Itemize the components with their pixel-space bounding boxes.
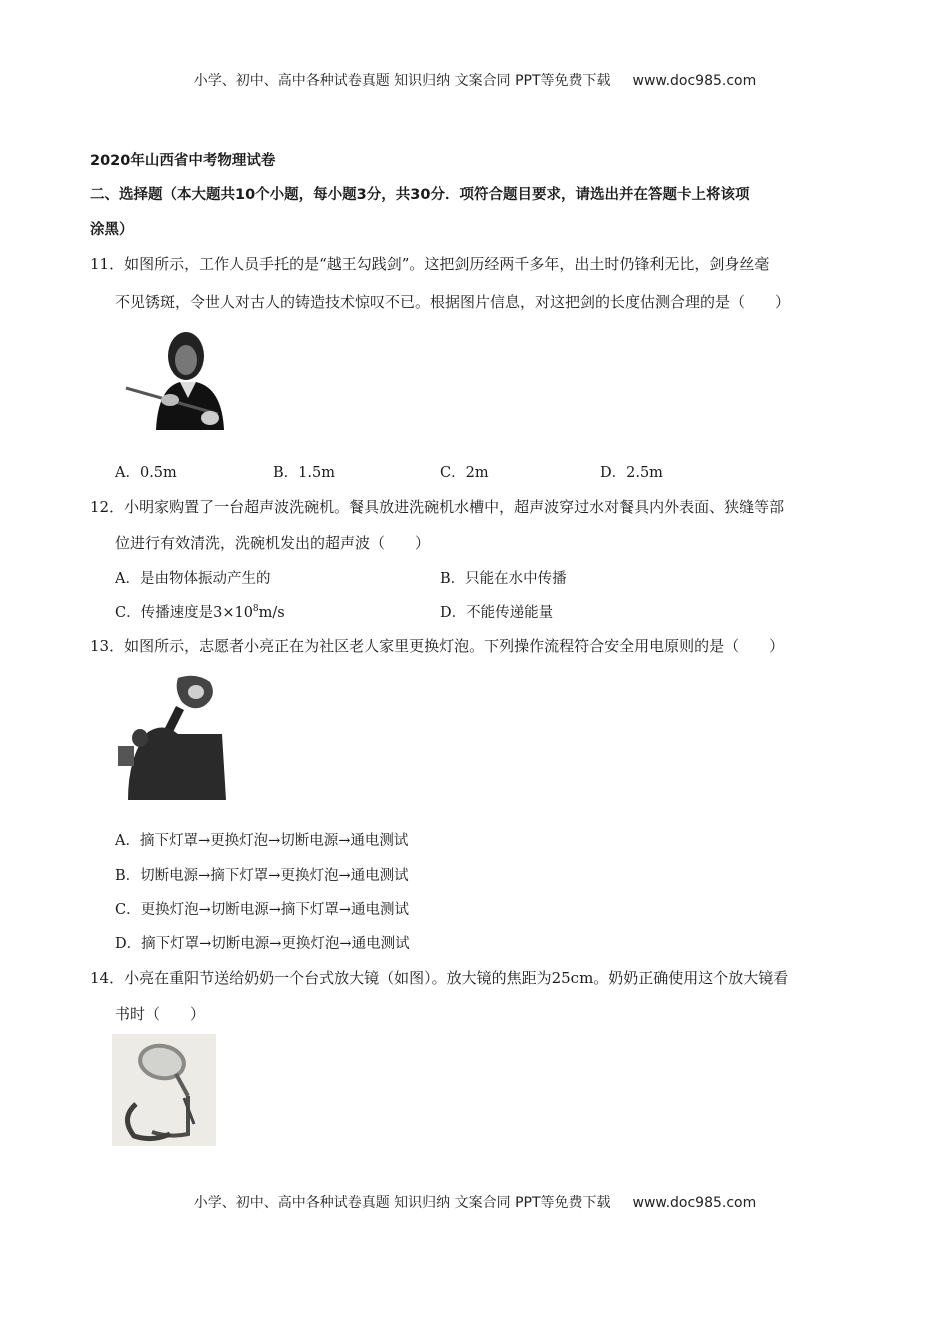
q13-lightbulb-photo	[118, 672, 238, 802]
q14-magnifier-photo	[112, 1034, 216, 1146]
q13-option-c[interactable]: C．更换灯泡→切断电源→摘下灯罩→通电测试	[115, 902, 410, 918]
section-heading-line1: 二、选择题（本大题共10个小题，每小题3分，共30分．项符合题目要求，请选出并在答题卡上将该项	[90, 187, 750, 203]
q12-option-a[interactable]: A．是由物体振动产生的	[115, 571, 271, 587]
header-text: 小学、初中、高中各种试卷真题 知识归纳 文案合同 PPT等免费下载	[193, 73, 611, 89]
q14-text-line2: 书时（ ）	[115, 1005, 206, 1023]
header-site-link[interactable]: www.doc985.com	[632, 73, 757, 89]
section-heading-line2: 涂黑）	[90, 222, 134, 238]
q12-option-c[interactable]	[115, 601, 285, 622]
q12-option-c-text: C．传播速度是3×10	[115, 605, 253, 621]
q12-option-d[interactable]: D．不能传递能量	[440, 605, 554, 621]
q11-option-c[interactable]: C．2m	[440, 465, 489, 481]
q13-option-b[interactable]: B．切断电源→摘下灯罩→更换灯泡→通电测试	[115, 868, 409, 884]
footer-text: 小学、初中、高中各种试卷真题 知识归纳 文案合同 PPT等免费下载	[193, 1195, 611, 1211]
page-header	[0, 70, 950, 90]
q11-option-d[interactable]: D．2.5m	[600, 465, 663, 481]
q13-option-d[interactable]: D．摘下灯罩→切断电源→更换灯泡→通电测试	[115, 936, 410, 952]
q13-option-a[interactable]: A．摘下灯罩→更换灯泡→切断电源→通电测试	[115, 833, 409, 849]
q12-text-line2: 位进行有效清洗，洗碗机发出的超声波（ ）	[115, 534, 431, 552]
q12-option-c-unit: m/s	[258, 605, 285, 621]
q11-sword-photo	[118, 326, 238, 434]
q11-text-line1: 11．如图所示，工作人员手托的是“越王勾践剑”。这把剑历经两千多年，出土时仍锋利无比，剑身丝毫	[90, 255, 770, 273]
footer-site-link[interactable]: www.doc985.com	[632, 1195, 757, 1211]
q11-option-b[interactable]: B．1.5m	[273, 465, 335, 481]
q13-text-line1: 13．如图所示，志愿者小亮正在为社区老人家里更换灯泡。下列操作流程符合安全用电原则的是（ ）	[90, 637, 785, 655]
q12-option-c-exponent: 8	[252, 604, 259, 615]
exam-title: 2020年山西省中考物理试卷	[90, 153, 276, 169]
q12-text-line1: 12．小明家购置了一台超声波洗碗机。餐具放进洗碗机水槽中，超声波穿过水对餐具内外表面、狭缝等部	[90, 498, 785, 516]
q11-option-a[interactable]: A．0.5m	[115, 465, 177, 481]
q11-text-line2: 不见锈斑，令世人对古人的铸造技术惊叹不已。根据图片信息，对这把剑的长度估测合理的是（ ）	[115, 293, 791, 311]
q14-text-line1: 14．小亮在重阳节送给奶奶一个台式放大镜（如图）。放大镜的焦距为25cm。奶奶正确使用这个放大镜看	[90, 969, 789, 987]
q12-option-b[interactable]: B．只能在水中传播	[440, 571, 567, 587]
page-footer	[0, 1192, 950, 1212]
